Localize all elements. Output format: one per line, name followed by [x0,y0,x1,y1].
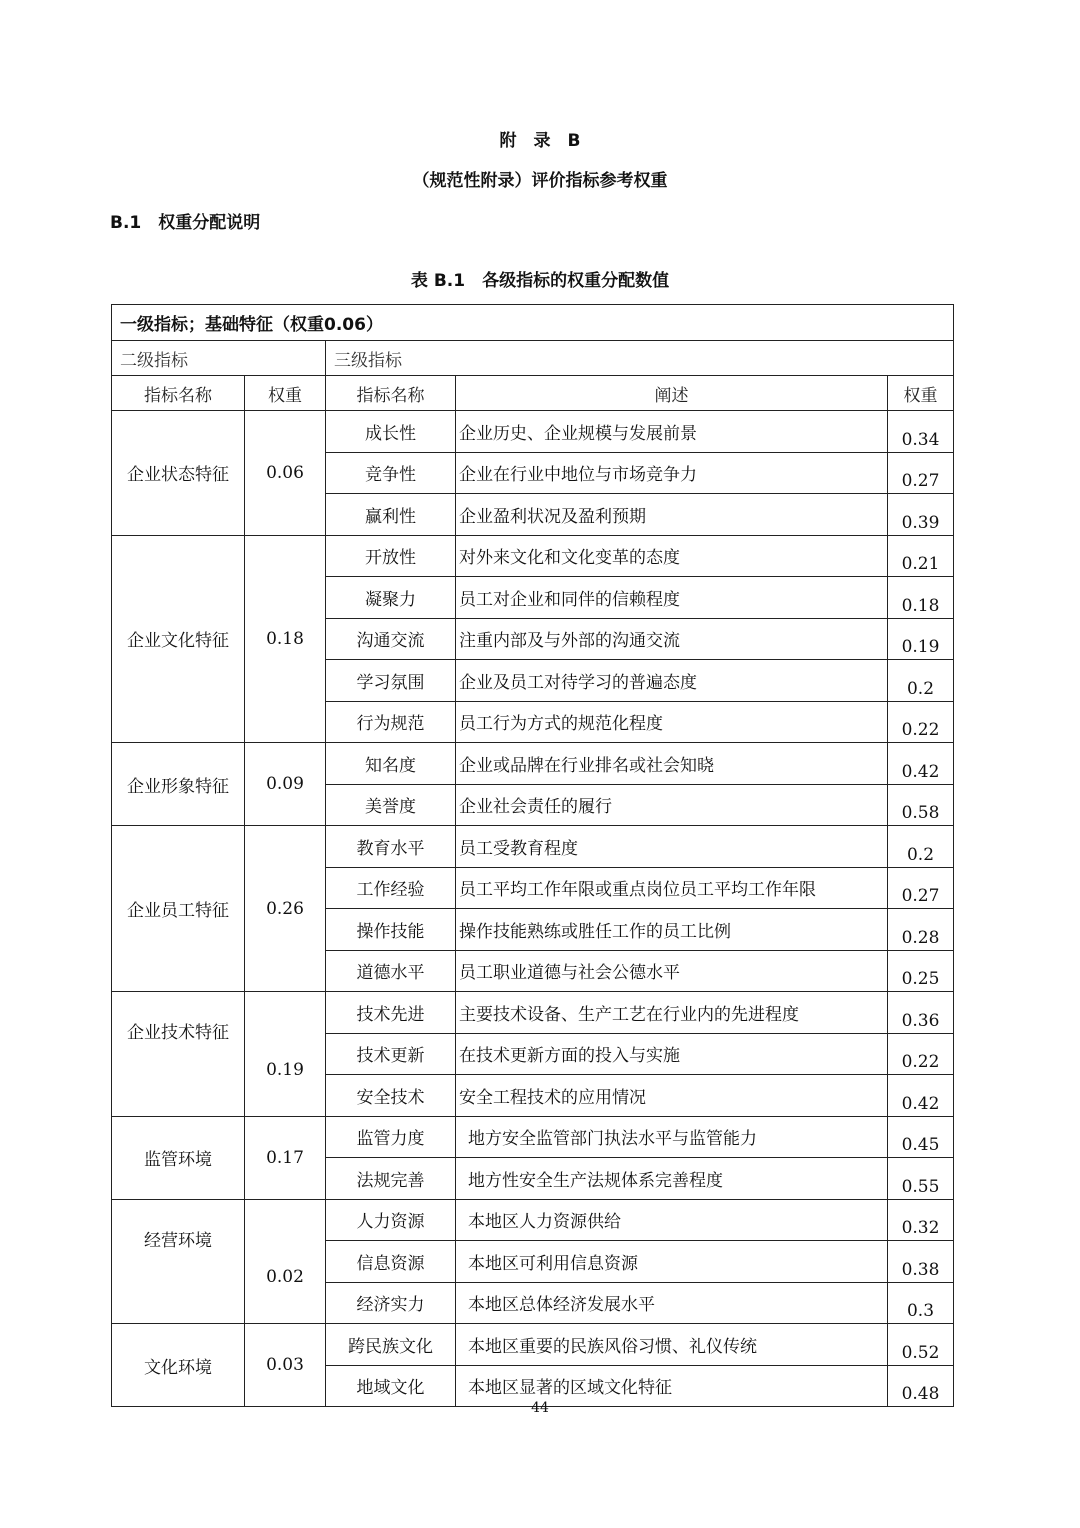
table-row [112,743,954,785]
level3-weight: 0.28 [888,909,954,951]
level3-weight: 0.18 [888,577,954,619]
level3-name: 学习氛围 [326,660,456,702]
level3-weight: 0.22 [888,1033,954,1075]
level3-name: 赢利性 [326,494,456,536]
section-heading: B.1 权重分配说明 [110,213,261,233]
level3-description: 本地区可利用信息资源 [456,1241,888,1283]
level1-indicator: 一级指标；基础特征（权重0.06） [112,305,954,341]
level2-weight: 0.17 [245,1116,326,1199]
page-number: 44 [531,1400,549,1416]
level3-weight: 0.32 [888,1199,954,1241]
level-label-row [112,341,954,376]
level3-weight: 0.2 [888,660,954,702]
table-row [112,535,954,577]
level3-description: 注重内部及与外部的沟通交流 [456,618,888,660]
level3-description: 员工平均工作年限或重点岗位员工平均工作年限 [456,867,888,909]
level3-name: 沟通交流 [326,618,456,660]
level3-name: 行为规范 [326,701,456,743]
table-row [112,1324,954,1366]
header-row [112,376,954,411]
level3-name: 人力资源 [326,1199,456,1241]
level2-weight: 0.19 [245,992,326,1117]
level3-name: 道德水平 [326,950,456,992]
table-row [112,1199,954,1241]
level2-label: 二级指标 [112,341,326,376]
level3-name: 凝聚力 [326,577,456,619]
level3-name: 经济实力 [326,1282,456,1324]
level2-name: 企业文化特征 [112,535,245,743]
level3-description: 操作技能熟练或胜任工作的员工比例 [456,909,888,951]
level3-weight: 0.38 [888,1241,954,1283]
header-l2-weight: 权重 [245,376,326,411]
level3-weight: 0.22 [888,701,954,743]
table-row [112,1116,954,1158]
level3-description: 企业社会责任的履行 [456,784,888,826]
header-description: 阐述 [456,376,888,411]
level2-weight: 0.09 [245,743,326,826]
level3-name: 开放性 [326,535,456,577]
level1-row [112,305,954,341]
table-row [112,992,954,1034]
level3-weight: 0.42 [888,1075,954,1117]
level3-weight: 0.27 [888,867,954,909]
level3-weight: 0.36 [888,992,954,1034]
level3-description: 企业及员工对待学习的普遍态度 [456,660,888,702]
weight-table [111,304,954,1407]
level3-weight: 0.21 [888,535,954,577]
table-row [112,411,954,453]
level3-description: 地方安全监管部门执法水平与监管能力 [456,1116,888,1158]
level3-description: 员工行为方式的规范化程度 [456,701,888,743]
table-caption: 表 B.1 各级指标的权重分配数值 [410,271,670,291]
level3-weight: 0.19 [888,618,954,660]
header-l2-name: 指标名称 [112,376,245,411]
level3-name: 监管力度 [326,1116,456,1158]
level3-description: 员工受教育程度 [456,826,888,868]
level3-description: 在技术更新方面的投入与实施 [456,1033,888,1075]
level3-description: 本地区人力资源供给 [456,1199,888,1241]
level2-name: 企业形象特征 [112,743,245,826]
level3-description: 本地区总体经济发展水平 [456,1282,888,1324]
level3-name: 竞争性 [326,452,456,494]
level3-name: 工作经验 [326,867,456,909]
level2-name: 文化环境 [112,1324,245,1407]
level3-weight: 0.55 [888,1158,954,1200]
level3-name: 信息资源 [326,1241,456,1283]
level3-name: 技术更新 [326,1033,456,1075]
level2-weight: 0.18 [245,535,326,743]
level3-description: 员工对企业和同伴的信赖程度 [456,577,888,619]
level3-weight: 0.58 [888,784,954,826]
level3-description: 员工职业道德与社会公德水平 [456,950,888,992]
level2-name: 企业技术特征 [112,992,245,1117]
level3-description: 企业盈利状况及盈利预期 [456,494,888,536]
level2-name: 企业员工特征 [112,826,245,992]
level3-description: 企业在行业中地位与市场竞争力 [456,452,888,494]
level3-weight: 0.3 [888,1282,954,1324]
level3-name: 操作技能 [326,909,456,951]
header-l3-weight: 权重 [888,376,954,411]
level3-description: 地方性安全生产法规体系完善程度 [456,1158,888,1200]
level2-weight: 0.26 [245,826,326,992]
level3-name: 法规完善 [326,1158,456,1200]
level3-description: 企业或品牌在行业排名或社会知晓 [456,743,888,785]
level2-weight: 0.02 [245,1199,326,1324]
level3-name: 知名度 [326,743,456,785]
level3-description: 本地区显著的区域文化特征 [456,1365,888,1407]
level3-description: 企业历史、企业规模与发展前景 [456,411,888,453]
level3-name: 技术先进 [326,992,456,1034]
level3-label: 三级指标 [326,341,954,376]
level2-weight: 0.03 [245,1324,326,1407]
appendix-title: 附 录 B [499,131,581,151]
level2-name: 监管环境 [112,1116,245,1199]
level3-name: 美誉度 [326,784,456,826]
level3-weight: 0.52 [888,1324,954,1366]
level3-weight: 0.42 [888,743,954,785]
level2-weight: 0.06 [245,411,326,536]
level3-weight: 0.25 [888,950,954,992]
level3-weight: 0.34 [888,411,954,453]
level2-name: 企业状态特征 [112,411,245,536]
level3-weight: 0.39 [888,494,954,536]
level3-name: 地域文化 [326,1365,456,1407]
level3-weight: 0.48 [888,1365,954,1407]
level3-name: 跨民族文化 [326,1324,456,1366]
level3-name: 教育水平 [326,826,456,868]
level2-name: 经营环境 [112,1199,245,1324]
level3-name: 安全技术 [326,1075,456,1117]
level3-weight: 0.2 [888,826,954,868]
level3-name: 成长性 [326,411,456,453]
level3-description: 安全工程技术的应用情况 [456,1075,888,1117]
level3-weight: 0.27 [888,452,954,494]
weight-table-body [112,305,954,1407]
level3-weight: 0.45 [888,1116,954,1158]
level3-description: 对外来文化和文化变革的态度 [456,535,888,577]
level3-description: 主要技术设备、生产工艺在行业内的先进程度 [456,992,888,1034]
appendix-subtitle: （规范性附录）评价指标参考权重 [412,171,668,191]
table-row [112,826,954,868]
level3-description: 本地区重要的民族风俗习惯、礼仪传统 [456,1324,888,1366]
header-l3-name: 指标名称 [326,376,456,411]
